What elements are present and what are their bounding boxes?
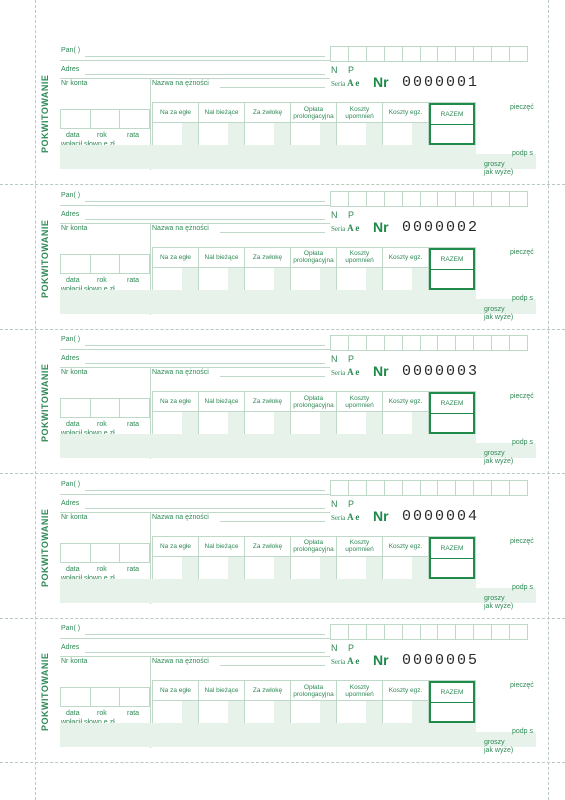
receipt-number: 0000004 (402, 507, 480, 525)
rok-label: rok (97, 132, 107, 139)
cost-column[interactable]: Koszty egz. (383, 537, 429, 579)
cost-column[interactable]: Koszty upomnień (337, 392, 383, 434)
pan-field[interactable] (85, 192, 325, 202)
nazwa-field[interactable] (220, 369, 325, 377)
amount-in-words-field[interactable] (60, 579, 476, 603)
np-digit-boxes[interactable] (330, 480, 528, 496)
cost-table (152, 102, 476, 146)
nr-label: Nr (373, 363, 389, 379)
data-label: data (66, 276, 80, 284)
nazwa-field[interactable] (220, 80, 325, 88)
nr-konta-label: Nr konta (61, 224, 88, 232)
pan-field[interactable] (85, 625, 325, 635)
np-label: N P (331, 354, 359, 364)
tear-line (0, 184, 565, 185)
cost-table (152, 391, 476, 435)
seria-label: Seria A e (331, 656, 360, 666)
date-boxes[interactable] (60, 109, 150, 129)
nr-konta-label: Nr konta (61, 369, 88, 376)
adres-label: Adres (61, 355, 80, 362)
cost-column[interactable]: Na za egłe (153, 248, 199, 290)
pan-divider (60, 638, 330, 639)
groszy-label: groszy jak wyże) (484, 594, 514, 610)
seria-label: Seria A e (331, 511, 360, 522)
adres-divider (60, 78, 330, 79)
adres-field[interactable] (85, 643, 325, 653)
nazwa-label: Nazwa na ężności (152, 224, 209, 232)
receipt-slip (0, 187, 565, 331)
podpis-label: podp s (512, 294, 534, 302)
cost-column[interactable]: Za zwłokę (245, 537, 291, 579)
adres-field[interactable] (85, 210, 325, 220)
nazwa-field[interactable] (220, 658, 325, 666)
adres-label: Adres (61, 66, 80, 73)
pieczec-label: pieczęć (510, 393, 534, 400)
cost-column[interactable]: Nal bieżące (199, 681, 245, 723)
receipt-slip (0, 42, 565, 186)
tear-line (0, 473, 565, 474)
receipt-number: 0000002 (402, 218, 480, 236)
groszy-label: groszy jak wyże) (484, 450, 514, 465)
np-digit-boxes[interactable] (330, 335, 528, 351)
cost-column[interactable]: Na za egłe (153, 537, 199, 579)
rok-label: rok (97, 421, 107, 428)
pieczec-label: pieczęć (510, 682, 534, 689)
nr-konta-label: Nr konta (61, 80, 88, 87)
pieczec-label: pieczęć (510, 104, 534, 111)
cost-column[interactable]: Koszty egz. (383, 103, 429, 145)
seria-label: Seria A e (331, 78, 360, 88)
pieczec-label: pieczęć (510, 248, 534, 256)
receipt-number: 0000001 (402, 74, 480, 91)
cost-table (152, 536, 476, 580)
rata-label: rata (127, 132, 140, 139)
date-boxes[interactable] (60, 254, 150, 274)
podpis-label: podp s (512, 150, 534, 157)
razem-column[interactable]: RAZEM (429, 681, 475, 723)
cost-column[interactable]: Koszty upomnień (337, 537, 383, 579)
cost-column[interactable]: Za zwłokę (245, 103, 291, 145)
cost-column[interactable]: Koszty upomnień (337, 248, 383, 290)
cost-column[interactable]: Za zwłokę (245, 681, 291, 723)
tear-line (0, 329, 565, 330)
nr-label: Nr (373, 507, 389, 524)
cost-column[interactable]: Opłata prolongacyjna (291, 392, 337, 434)
groszy-label: groszy jak wyże) (484, 739, 514, 754)
pan-divider (60, 60, 330, 61)
nazwa-label: Nazwa na ężności (152, 369, 209, 376)
nazwa-field[interactable] (220, 514, 325, 522)
groszy-label: groszy jak wyże) (484, 305, 514, 321)
cost-column[interactable]: Nal bieżące (199, 103, 245, 145)
pan-field[interactable] (85, 47, 325, 57)
date-boxes[interactable] (60, 543, 150, 563)
cost-column[interactable]: Nal bieżące (199, 537, 245, 579)
nazwa-field[interactable] (220, 225, 325, 233)
cost-column[interactable]: Opłata prolongacyjna (291, 537, 337, 579)
np-label: N P (331, 643, 359, 653)
data-label: data (66, 421, 80, 428)
adres-label: Adres (61, 644, 80, 651)
seria-label: Seria A e (331, 222, 360, 233)
pan-label: Pan( ) (61, 336, 81, 343)
nr-label: Nr (373, 74, 389, 90)
nazwa-label: Nazwa na ężności (152, 80, 209, 87)
adres-label: Adres (61, 499, 80, 507)
rata-label: rata (127, 710, 140, 717)
adres-field[interactable] (85, 65, 325, 75)
cost-column[interactable]: Nal bieżące (199, 392, 245, 434)
razem-column[interactable]: RAZEM (429, 537, 475, 579)
pan-field[interactable] (85, 336, 325, 346)
pan-label: Pan( ) (61, 480, 81, 488)
receipt-side-label: POKWITOWANIE (40, 508, 50, 587)
cost-column[interactable]: Za zwłokę (245, 248, 291, 290)
cost-column[interactable]: Za zwłokę (245, 392, 291, 434)
podpis-label: podp s (512, 583, 534, 591)
tear-line (0, 618, 565, 619)
cost-column[interactable]: Koszty upomnień (337, 103, 383, 145)
cost-column[interactable]: Na za egłe (153, 392, 199, 434)
np-digit-boxes[interactable] (330, 624, 528, 640)
date-boxes[interactable] (60, 398, 150, 418)
rata-label: rata (127, 276, 140, 284)
cost-column[interactable]: Koszty egz. (383, 248, 429, 290)
pan-label: Pan( ) (61, 47, 81, 54)
receipt-side-label: POKWITOWANIE (40, 219, 50, 298)
pieczec-label: pieczęć (510, 537, 534, 545)
rata-label: rata (127, 565, 140, 573)
date-boxes[interactable] (60, 687, 150, 707)
np-digit-boxes[interactable] (330, 46, 528, 62)
adres-divider (60, 656, 330, 657)
pan-label: Pan( ) (61, 191, 81, 199)
np-label: N P (331, 209, 359, 220)
podpis-label: podp s (512, 439, 534, 446)
cost-column[interactable]: Nal bieżące (199, 248, 245, 290)
receipt-side-label: POKWITOWANIE (40, 652, 50, 732)
receipt-slip (0, 476, 565, 620)
cost-column[interactable]: Opłata prolongacyjna (291, 103, 337, 145)
adres-divider (60, 367, 330, 368)
groszy-label: groszy jak wyże) (484, 161, 514, 176)
amount-in-words-field[interactable] (60, 145, 476, 169)
receipt-number: 0000003 (402, 363, 480, 380)
razem-column[interactable]: RAZEM (429, 392, 475, 434)
razem-column[interactable]: RAZEM (429, 248, 475, 290)
np-digit-boxes[interactable] (330, 191, 528, 207)
data-label: data (66, 710, 80, 717)
receipt-number: 0000005 (402, 652, 480, 669)
receipt-slip (0, 620, 565, 764)
cost-column[interactable]: Na za egłe (153, 103, 199, 145)
cost-column[interactable]: Koszty egz. (383, 681, 429, 723)
receipt-side-label: POKWITOWANIE (40, 74, 50, 154)
seria-label: Seria A e (331, 367, 360, 377)
pan-label: Pan( ) (61, 625, 81, 632)
amount-in-words-field[interactable] (60, 723, 476, 747)
cost-column[interactable]: Opłata prolongacyjna (291, 248, 337, 290)
cost-column[interactable]: Koszty egz. (383, 392, 429, 434)
cost-column[interactable]: Koszty upomnień (337, 681, 383, 723)
pan-divider (60, 205, 330, 206)
receipt-slip (0, 331, 565, 475)
receipt-side-label: POKWITOWANIE (40, 363, 50, 443)
rok-label: rok (97, 710, 107, 717)
adres-field[interactable] (85, 354, 325, 364)
np-label: N P (331, 498, 359, 509)
pan-divider (60, 349, 330, 350)
adres-label: Adres (61, 210, 80, 218)
razem-column[interactable]: RAZEM (429, 103, 475, 145)
nazwa-label: Nazwa na ężności (152, 513, 209, 521)
cost-table (152, 680, 476, 724)
cost-column[interactable]: Na za egłe (153, 681, 199, 723)
nr-konta-label: Nr konta (61, 658, 88, 665)
adres-field[interactable] (85, 499, 325, 509)
rok-label: rok (97, 276, 107, 284)
rata-label: rata (127, 421, 140, 428)
data-label: data (66, 132, 80, 139)
pan-field[interactable] (85, 481, 325, 491)
nr-label: Nr (373, 218, 389, 235)
amount-in-words-field[interactable] (60, 290, 476, 314)
adres-divider (60, 512, 330, 513)
pan-divider (60, 494, 330, 495)
amount-in-words-field[interactable] (60, 434, 476, 458)
podpis-label: podp s (512, 728, 534, 735)
nazwa-label: Nazwa na ężności (152, 658, 209, 665)
cost-column[interactable]: Opłata prolongacyjna (291, 681, 337, 723)
tear-line (0, 762, 565, 763)
rok-label: rok (97, 565, 107, 573)
nr-label: Nr (373, 652, 389, 668)
np-label: N P (331, 65, 359, 75)
adres-divider (60, 223, 330, 224)
data-label: data (66, 565, 80, 573)
cost-table (152, 247, 476, 291)
nr-konta-label: Nr konta (61, 513, 88, 521)
